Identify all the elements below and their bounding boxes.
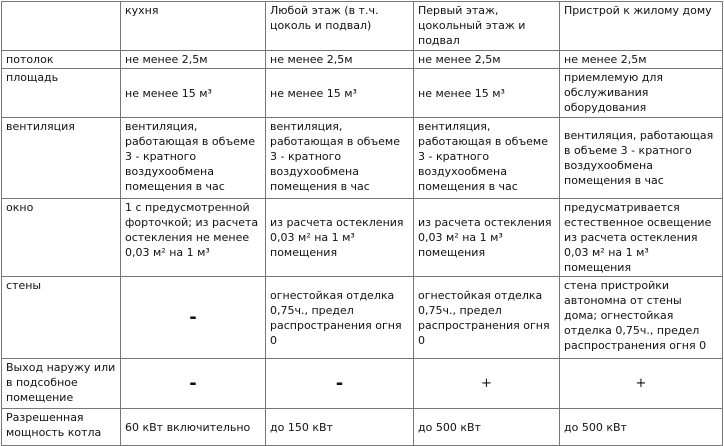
cell-ceiling-kitchen: не менее 2,5м	[121, 51, 266, 69]
header-kitchen: кухня	[121, 2, 266, 51]
cell-window-first-floor: из расчета остекления 0,03 м² на 1 м³ помещения	[414, 199, 560, 277]
row-label-exit: Выход наружу или в подсобное помещение	[2, 359, 121, 409]
table-row-walls	[2, 277, 723, 359]
row-label-window: окно	[2, 199, 121, 277]
cell-area-any-floor: не менее 15 м³	[266, 69, 414, 118]
table-row-power	[2, 409, 723, 446]
cell-ceiling-annex: не менее 2,5м	[560, 51, 723, 69]
cell-power-first-floor: до 500 кВт	[414, 409, 560, 446]
cell-ceiling-first-floor: не менее 2,5м	[414, 51, 560, 69]
cell-exit-annex: +	[560, 359, 723, 409]
cell-ventilation-kitchen: вентиляция, работающая в объеме 3 - кратного воздухообмена помещения в час	[121, 118, 266, 199]
cell-ventilation-first-floor: вентиляция, работающая в объеме 3 - кратного воздухообмена помещения в час	[414, 118, 560, 199]
boiler-room-requirements-table	[1, 1, 723, 446]
row-label-walls: стены	[2, 277, 121, 359]
cell-window-kitchen: 1 с предусмотренной форточкой; из расчета остекления не менее 0,03 м² на 1 м³	[121, 199, 266, 277]
header-any-floor: Любой этаж (в т.ч. цоколь и подвал)	[266, 2, 414, 51]
cell-power-any-floor: до 150 кВт	[266, 409, 414, 446]
table-row-area	[2, 69, 723, 118]
cell-exit-any-floor: -	[266, 359, 414, 409]
cell-window-annex: предусматривается естественное освещение из расчета остекления 0,03 м² на 1 м³ помещения	[560, 199, 723, 277]
table-row-exit	[2, 359, 723, 409]
cell-ventilation-any-floor: вентиляция, работающая в объеме 3 - кратного воздухообмена помещения в час	[266, 118, 414, 199]
cell-power-kitchen: 60 кВт включительно	[121, 409, 266, 446]
table-header-row	[2, 2, 723, 51]
cell-walls-any-floor: огнестойкая отделка 0,75ч., предел распространения огня 0	[266, 277, 414, 359]
cell-area-kitchen: не менее 15 м³	[121, 69, 266, 118]
row-label-ceiling: потолок	[2, 51, 121, 69]
header-first-floor: Первый этаж, цокольный этаж и подвал	[414, 2, 560, 51]
row-label-power: Разрешенная мощность котла	[2, 409, 121, 446]
cell-exit-first-floor: +	[414, 359, 560, 409]
cell-area-first-floor: не менее 15 м³	[414, 69, 560, 118]
cell-window-any-floor: из расчета остекления 0,03 м² на 1 м³ помещения	[266, 199, 414, 277]
table-row-ventilation	[2, 118, 723, 199]
table-row-window	[2, 199, 723, 277]
row-label-area: площадь	[2, 69, 121, 118]
cell-area-annex: приемлемую для обслуживания оборудования	[560, 69, 723, 118]
cell-ceiling-any-floor: не менее 2,5м	[266, 51, 414, 69]
cell-exit-kitchen: -	[121, 359, 266, 409]
header-empty-cell	[2, 2, 121, 51]
table-row-ceiling	[2, 51, 723, 69]
header-annex: Пристрой к жилому дому	[560, 2, 723, 51]
cell-power-annex: до 500 кВт	[560, 409, 723, 446]
row-label-ventilation: вентиляция	[2, 118, 121, 199]
cell-ventilation-annex: вентиляция, работающая в объеме 3 - кратного воздухообмена помещения в час	[560, 118, 723, 199]
cell-walls-annex: стена пристройки автономна от стены дома; огнестойкая отделка 0,75ч., предел распространения огня 0	[560, 277, 723, 359]
cell-walls-first-floor: огнестойкая отделка 0,75ч., предел распространения огня 0	[414, 277, 560, 359]
cell-walls-kitchen: -	[121, 277, 266, 359]
